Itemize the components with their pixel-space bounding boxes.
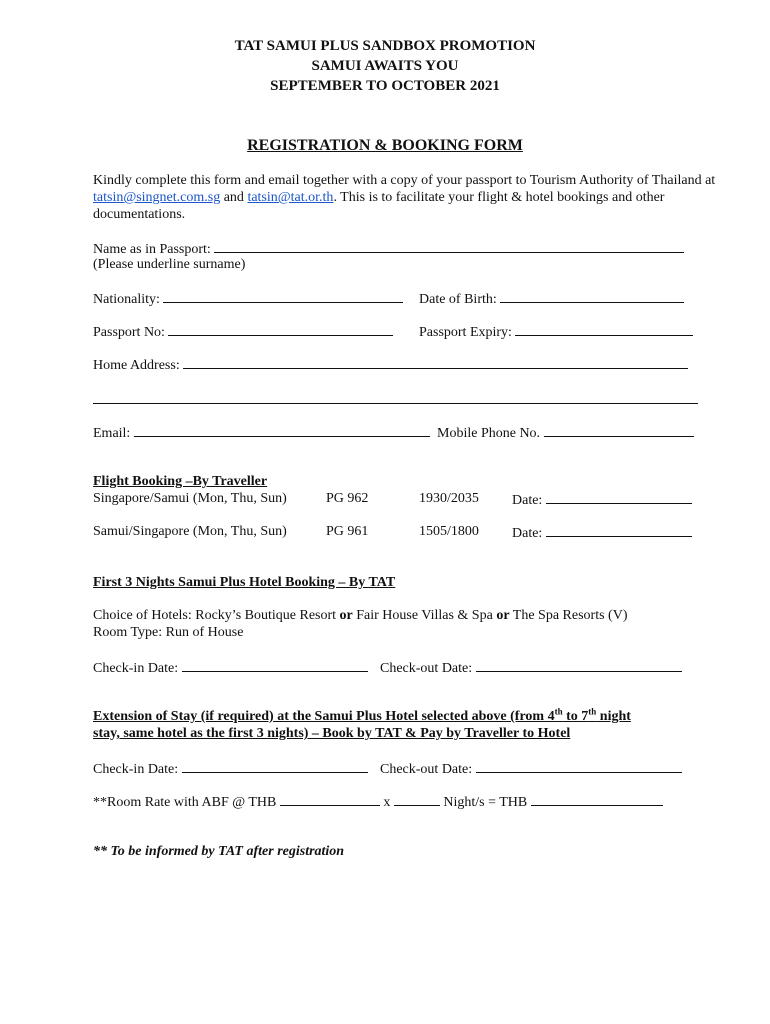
hotel-heading: First 3 Nights Samui Plus Hotel Booking – By TAT — [93, 575, 396, 590]
home-address-row — [93, 356, 688, 374]
email-link-singnet[interactable]: tatsin@singnet.com.sg — [93, 190, 221, 205]
name-field-row — [93, 240, 684, 258]
email-input-line[interactable] — [134, 424, 430, 437]
nationality-label: Nationality: — [93, 292, 160, 307]
extension-heading-c: night — [596, 709, 631, 724]
dob-input-line[interactable] — [500, 290, 684, 303]
flight-row-2-time: 1505/1800 — [419, 524, 479, 539]
email-row — [93, 424, 430, 442]
flight-row-2-route: Samui/Singapore (Mon, Thu, Sun) — [93, 524, 287, 539]
room-rate-row — [93, 793, 663, 811]
email-label: Email: — [93, 426, 131, 441]
flight-row-1-date-input[interactable] — [546, 491, 692, 504]
passport-no-label: Passport No: — [93, 325, 165, 340]
passport-expiry-input-line[interactable] — [515, 323, 693, 336]
extension-checkin-row — [93, 760, 368, 778]
extension-sup-1: th — [554, 706, 563, 717]
extension-checkout-label: Check-out Date: — [380, 762, 473, 777]
mobile-input-line[interactable] — [544, 424, 694, 437]
name-input-line[interactable] — [214, 240, 684, 253]
hotel-checkout-input-line[interactable] — [476, 659, 682, 672]
flight-row-1-date-label: Date: — [512, 493, 543, 508]
email-link-tat[interactable]: tatsin@tat.or.th — [247, 190, 334, 205]
extension-checkin-input-line[interactable] — [182, 760, 368, 773]
intro-text-2: and — [220, 190, 248, 205]
hotel-or-1: or — [339, 608, 353, 623]
hotel-checkout-label: Check-out Date: — [380, 661, 473, 676]
extension-checkout-row — [380, 760, 682, 778]
mobile-label: Mobile Phone No. — [437, 426, 541, 441]
flight-row-2-date-label: Date: — [512, 526, 543, 541]
extension-sup-2: th — [588, 706, 597, 717]
dob-row — [419, 290, 684, 308]
flight-row-2-date-input[interactable] — [546, 524, 692, 537]
header-line-2: SAMUI AWAITS YOU — [311, 58, 459, 74]
dob-label: Date of Birth: — [419, 292, 497, 307]
home-address-input-line[interactable] — [183, 356, 688, 369]
name-label: Name as in Passport: — [93, 242, 211, 257]
hotel-choice — [93, 608, 627, 624]
hotel-checkin-input-line[interactable] — [182, 659, 368, 672]
nationality-input-line[interactable] — [163, 290, 403, 303]
room-type: Room Type: Run of House — [93, 625, 244, 640]
extension-heading-line-2: stay, same hotel as the first 3 nights) – Book by TAT & Pay by Traveller to Hotel — [93, 726, 571, 741]
hotel-or-2: or — [496, 608, 510, 623]
flight-row-2-number: PG 961 — [326, 524, 369, 539]
name-note: (Please underline surname) — [93, 257, 246, 272]
mobile-row — [437, 424, 694, 442]
intro-text-3: . This is to facilitate your flight & hotel bookings and other documentations. — [93, 190, 665, 222]
hotel-choice-prefix: Choice of Hotels: Rocky’s Boutique Resort — [93, 608, 340, 623]
flight-row-1-route: Singapore/Samui (Mon, Thu, Sun) — [93, 491, 287, 506]
extension-heading-line-1 — [93, 706, 631, 725]
header-line-1: TAT SAMUI PLUS SANDBOX PROMOTION — [234, 38, 536, 54]
home-address-line-2[interactable] — [93, 391, 698, 404]
flight-row-2-date — [512, 524, 692, 542]
intro-paragraph — [93, 172, 718, 223]
times-symbol: x — [383, 795, 391, 810]
hotel-checkout-row — [380, 659, 682, 677]
flight-heading: Flight Booking –By Traveller — [93, 474, 268, 489]
nights-input-line[interactable] — [394, 793, 440, 806]
passport-expiry-row — [419, 323, 693, 341]
form-title: REGISTRATION & BOOKING FORM — [247, 137, 523, 154]
total-thb-input-line[interactable] — [531, 793, 663, 806]
flight-row-1-time: 1930/2035 — [419, 491, 479, 506]
hotel-choice-mid: Fair House Villas & Spa — [352, 608, 497, 623]
passport-expiry-label: Passport Expiry: — [419, 325, 512, 340]
header-line-3: SEPTEMBER TO OCTOBER 2021 — [270, 78, 500, 94]
extension-checkout-input-line[interactable] — [476, 760, 682, 773]
extension-checkin-label: Check-in Date: — [93, 762, 179, 777]
flight-row-1-number: PG 962 — [326, 491, 369, 506]
extension-heading-b: to 7 — [562, 709, 589, 724]
passport-no-input-line[interactable] — [168, 323, 393, 336]
room-rate-label: **Room Rate with ABF @ THB — [93, 795, 277, 810]
hotel-checkin-row — [93, 659, 368, 677]
home-address-label: Home Address: — [93, 358, 180, 373]
nationality-row — [93, 290, 403, 308]
passport-no-row — [93, 323, 393, 341]
extension-heading-a: Extension of Stay (if required) at the Samui Plus Hotel selected above (from 4 — [93, 709, 555, 724]
hotel-checkin-label: Check-in Date: — [93, 661, 179, 676]
room-rate-input-line[interactable] — [280, 793, 380, 806]
footnote: ** To be informed by TAT after registration — [93, 844, 345, 859]
flight-row-1-date — [512, 491, 692, 509]
hotel-choice-suffix: The Spa Resorts (V) — [509, 608, 628, 623]
intro-text-1: Kindly complete this form and email together with a copy of your passport to Tourism Authority of Thailand at — [93, 173, 716, 188]
nights-label: Night/s = THB — [443, 795, 528, 810]
